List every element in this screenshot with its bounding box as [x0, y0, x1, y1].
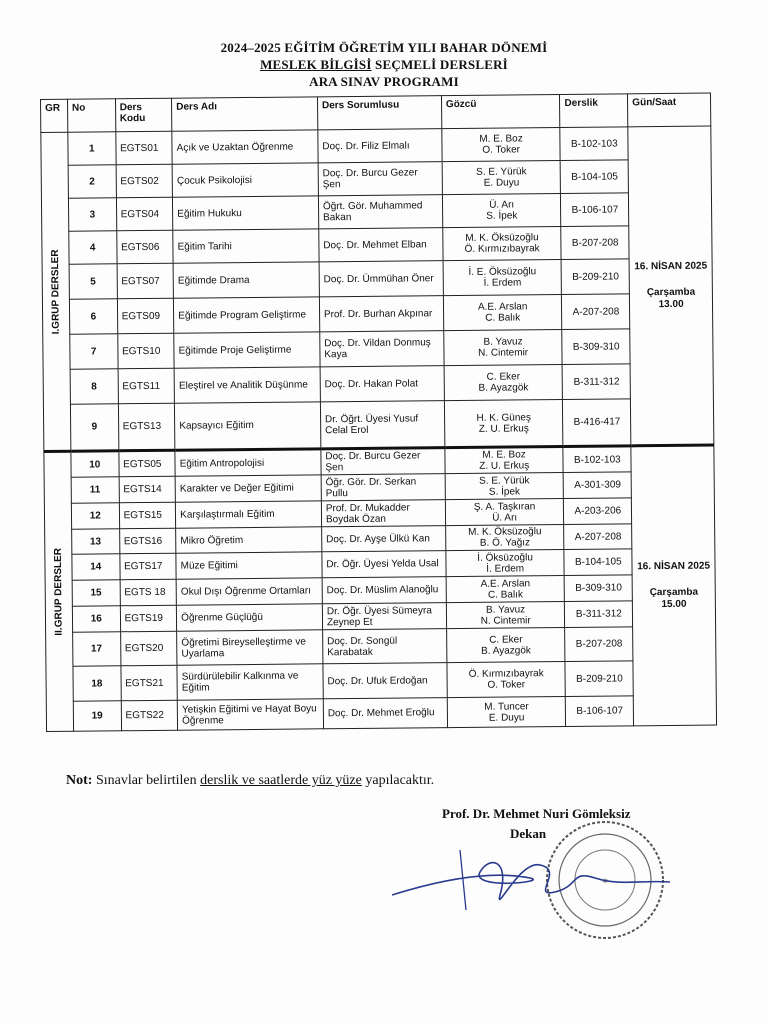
proctor-2: İ. Erdem — [486, 562, 525, 575]
cell-code: EGTS04 — [116, 197, 173, 231]
cell-no: 7 — [70, 334, 118, 369]
cell-no: 4 — [69, 231, 117, 264]
proctor-1: B. Yavuz — [483, 336, 523, 348]
note-text-after: yapılacaktır. — [361, 773, 435, 788]
cell-course-name: Eğitim Antropolojisi — [175, 449, 321, 476]
cell-proctor — [445, 472, 564, 499]
exam-date: 16. NİSAN 2025 — [634, 260, 708, 272]
proctor-2: B. Ayazgök — [478, 382, 529, 394]
cell-course-name: Mikro Öğretim — [176, 527, 322, 553]
cell-proctor — [447, 661, 566, 697]
cell-code: EGTS20 — [120, 631, 177, 666]
cell-room: B-207-208 — [565, 627, 633, 662]
note-underlined: derslik ve saatlerde yüz yüze — [200, 773, 362, 788]
cell-proctor — [446, 549, 565, 576]
cell-no: 1 — [68, 132, 116, 165]
cell-proctor — [443, 294, 562, 330]
cell-room: A-301-309 — [564, 472, 632, 499]
proctor-2: S. İpek — [488, 485, 521, 498]
note-label: Not: — [66, 773, 93, 788]
col-day: Gün/Saat — [628, 93, 711, 127]
cell-instructor: Doç. Dr. Ümmühan Öner — [319, 261, 443, 297]
cell-proctor — [442, 128, 561, 162]
cell-proctor — [446, 627, 565, 662]
cell-instructor: Doç. Dr. Burcu Gezer Şen — [321, 448, 445, 475]
col-proctor: Gözcü — [441, 95, 560, 129]
table-row — [43, 398, 713, 451]
cell-room: B-207-208 — [561, 226, 629, 260]
cell-proctor — [445, 524, 564, 550]
proctor-2: Ö. Kırmızıbayrak — [464, 243, 540, 255]
cell-room: B-309-310 — [562, 329, 630, 365]
proctor-2: Z. U. Erkuş — [479, 460, 530, 472]
cell-instructor: Öğr. Gör. Dr. Serkan Pullu — [321, 474, 445, 501]
cell-day-time — [631, 445, 716, 726]
cell-instructor: Dr. Öğrt. Üyesi Yusuf Celal Erol — [320, 401, 444, 449]
signer-name: Prof. Dr. Mehmet Nuri Gömleksiz — [442, 806, 631, 821]
handwritten-signature — [392, 863, 670, 900]
cell-proctor — [447, 696, 566, 727]
cell-instructor: Prof. Dr. Burhan Akpınar — [319, 296, 443, 332]
cell-room: A-207-208 — [562, 294, 630, 330]
cell-code: EGTS16 — [119, 528, 176, 554]
cell-code: EGTS14 — [119, 476, 176, 503]
cell-code: EGTS21 — [121, 665, 178, 701]
cell-course-name: Kapsayıcı Eğitim — [175, 402, 321, 450]
cell-code: EGTS07 — [117, 263, 174, 299]
cell-course-name: Açık ve Uzaktan Öğrenme — [172, 130, 318, 164]
cell-code: EGTS06 — [116, 230, 173, 264]
cell-room: B-311-312 — [563, 364, 631, 400]
group-label: I.GRUP DERSLER — [49, 248, 62, 334]
col-no: No — [67, 99, 115, 132]
cell-code: EGTS09 — [117, 298, 174, 334]
cell-instructor: Doç. Dr. Mehmet Eroğlu — [323, 698, 447, 729]
cell-proctor — [444, 399, 563, 447]
cell-proctor — [446, 575, 565, 602]
proctor-1: Ö. Kırmızıbayrak — [468, 668, 544, 680]
cell-proctor — [442, 194, 561, 228]
cell-instructor: Doç. Dr. Hakan Polat — [320, 366, 444, 402]
proctor-1: İ. E. Öksüzoğlu — [468, 266, 537, 278]
cell-instructor: Doç. Dr. Mehmet Elban — [319, 228, 443, 262]
col-room: Derslik — [560, 94, 628, 128]
cell-code: EGTS17 — [119, 553, 176, 580]
cell-code: EGTS13 — [118, 403, 175, 451]
cell-proctor — [444, 364, 563, 400]
cell-no: 14 — [72, 554, 120, 580]
proctor-1: İ. Öksüzoğlu — [477, 551, 533, 564]
header-line-1: 2024–2025 EĞİTİM ÖĞRETİM YILI BAHAR DÖNEMİ — [220, 40, 548, 55]
exam-date: 16. NİSAN 2025 — [637, 560, 711, 573]
proctor-2: C. Balık — [485, 312, 521, 324]
cell-course-name: Eğitimde Proje Geliştirme — [174, 332, 320, 368]
cell-instructor: Dr. Öğr. Üyesi Sümeyra Zeynep Et — [322, 603, 446, 630]
cell-code: EGTS11 — [118, 368, 175, 404]
proctor-1: C. Eker — [486, 371, 521, 383]
proctor-1: M. E. Boz — [479, 133, 523, 145]
cell-course-name: Sürdürülebilir Kalkınma ve Eğitim — [177, 664, 323, 700]
proctor-1: M. Tuncer — [484, 700, 529, 713]
exam-schedule-table — [40, 93, 717, 732]
cell-course-name: Öğrenme Güçlüğü — [177, 604, 323, 631]
group-label: II.GRUP DERSLER — [52, 547, 65, 636]
proctor-1: Ş. A. Taşkıran — [473, 500, 536, 513]
cell-instructor: Doç. Dr. Müslim Alanoğlu — [322, 577, 446, 604]
cell-course-name: Eğitimde Drama — [173, 262, 319, 298]
cell-day-time — [628, 126, 714, 446]
cell-no: 19 — [73, 701, 121, 731]
proctor-1: M. E. Boz — [482, 449, 526, 461]
proctor-1: C. Eker — [489, 633, 523, 646]
cell-no: 9 — [70, 404, 118, 451]
exam-time: 15.00 — [661, 598, 687, 611]
group-label-cell — [41, 132, 71, 451]
header-underlined: MESLEK BİLGİSİ — [260, 57, 372, 72]
proctor-1: M. K. Öksüzoğlu — [468, 526, 542, 538]
proctor-2: Z. U. Erkuş — [478, 422, 529, 435]
proctor-2: E. Duyu — [488, 711, 525, 724]
cell-course-name: Okul Dışı Öğrenme Ortamları — [176, 578, 322, 605]
signature-and-stamp — [380, 820, 700, 950]
cell-course-name: Müze Eğitimi — [176, 552, 322, 579]
proctor-2: İ. Erdem — [483, 277, 522, 289]
exam-time: 13.00 — [658, 298, 684, 310]
proctor-2: N. Cintemir — [480, 614, 531, 627]
cell-room: B-416-417 — [563, 399, 631, 447]
proctor-2: O. Toker — [487, 679, 526, 691]
cell-room: A-207-208 — [564, 524, 632, 550]
proctor-2: O. Toker — [482, 144, 521, 156]
cell-proctor — [442, 161, 561, 195]
cell-instructor: Dr. Öğr. Üyesi Yelda Usal — [322, 551, 446, 578]
cell-no: 2 — [68, 165, 116, 198]
proctor-1: B. Yavuz — [485, 603, 526, 616]
cell-instructor: Doç. Dr. Songül Karabatak — [322, 629, 446, 664]
cell-room: A-203-206 — [564, 498, 632, 525]
cell-course-name: Karakter ve Değer Eğitimi — [175, 475, 321, 502]
exam-day: Çarşamba — [649, 586, 699, 599]
cell-proctor — [444, 329, 563, 365]
cell-proctor — [445, 498, 564, 525]
cell-proctor — [445, 446, 564, 473]
col-name: Ders Adı — [172, 97, 318, 131]
proctor-2: B. Ö. Yağız — [479, 537, 531, 549]
cell-code: EGTS10 — [117, 333, 174, 369]
cell-room: B-102-103 — [560, 127, 628, 161]
cell-no: 8 — [70, 369, 118, 404]
cell-room: B-209-210 — [562, 259, 630, 295]
proctor-1: M. K. Öksüzoğlu — [465, 232, 539, 244]
note — [66, 773, 434, 789]
cell-proctor — [443, 227, 562, 261]
cell-no: 12 — [71, 503, 119, 529]
cell-room: B-104-105 — [561, 160, 629, 194]
cell-no: 6 — [69, 299, 117, 334]
proctor-1: A.E. Arslan — [480, 577, 531, 590]
cell-room: B-106-107 — [566, 696, 634, 727]
cell-proctor — [446, 601, 565, 628]
signer-title: Dekan — [510, 826, 547, 841]
cell-code: EGTS22 — [121, 700, 178, 731]
svg-text:✶: ✶ — [601, 876, 609, 886]
proctor-2: B. Ayazgök — [480, 644, 531, 657]
cell-instructor: Doç. Dr. Filiz Elmalı — [318, 129, 442, 163]
proctor-1: H. K. Güneş — [476, 411, 532, 424]
proctor-2: N. Cintemir — [478, 347, 529, 359]
proctor-1: S. E. Yürük — [476, 166, 527, 178]
table-row — [46, 695, 716, 731]
proctor-1: A.E. Arslan — [477, 301, 528, 313]
col-resp: Ders Sorumlusu — [317, 96, 441, 130]
cell-no: 13 — [71, 529, 119, 554]
cell-course-name: Çocuk Psikolojisi — [172, 163, 318, 197]
cell-no: 16 — [72, 606, 120, 632]
cell-course-name: Yetişkin Eğitimi ve Hayat Boyu Öğrenme — [177, 699, 323, 730]
header-line-3: ARA SINAV PROGRAMI — [309, 74, 459, 89]
cell-code: EGTS 18 — [120, 579, 177, 606]
cell-room: B-311-312 — [565, 601, 633, 628]
col-gr: GR — [41, 99, 68, 132]
proctor-1: Ü. Arı — [489, 199, 515, 211]
proctor-2: S. İpek — [486, 210, 518, 222]
proctor-1: S. E. Yürük — [479, 474, 530, 487]
cell-course-name: Eleştirel ve Analitik Düşünme — [174, 367, 320, 403]
header-line-2-rest: SEÇMELİ DERSLERİ — [371, 57, 508, 72]
cell-proctor — [443, 260, 562, 296]
cell-room: B-309-310 — [565, 575, 633, 602]
cell-no: 3 — [68, 198, 116, 231]
proctor-2: Ü. Arı — [492, 511, 518, 524]
exam-day: Çarşamba — [646, 286, 696, 298]
cell-course-name: Eğitim Tarihi — [173, 229, 319, 263]
proctor-2: E. Duyu — [483, 177, 520, 189]
group-label-cell — [44, 451, 74, 731]
cell-no: 17 — [72, 632, 120, 666]
header-line-2 — [0, 57, 768, 73]
cell-code: EGTS19 — [120, 605, 177, 632]
cell-no: 18 — [73, 666, 121, 701]
cell-room: B-106-107 — [561, 193, 629, 227]
cell-code: EGTS15 — [119, 502, 176, 529]
cell-no: 5 — [69, 264, 117, 299]
cell-code: EGTS02 — [116, 164, 173, 198]
cell-course-name: Öğretimi Bireyselleştirme ve Uyarlama — [177, 630, 323, 665]
cell-room: B-209-210 — [565, 661, 633, 697]
cell-code: EGTS05 — [118, 450, 175, 477]
cell-code: EGTS01 — [115, 131, 172, 165]
cell-course-name: Eğitim Hukuku — [173, 196, 319, 230]
cell-instructor: Doç. Dr. Vildan Donmuş Kaya — [320, 331, 444, 367]
cell-no: 11 — [71, 477, 119, 503]
cell-room: B-102-103 — [563, 446, 631, 473]
cell-course-name: Karşılaştırmalı Eğitim — [176, 501, 322, 528]
cell-instructor: Doç. Dr. Ufuk Erdoğan — [323, 663, 447, 699]
cell-instructor: Öğrt. Gör. Muhammed Bakan — [318, 195, 442, 229]
cell-instructor: Prof. Dr. Mukadder Boydak Özan — [321, 500, 445, 527]
note-text-before: Sınavlar belirtilen — [92, 773, 201, 788]
cell-room: B-104-105 — [564, 549, 632, 576]
cell-instructor: Doç. Dr. Burcu Gezer Şen — [318, 162, 442, 196]
cell-no: 10 — [71, 451, 119, 477]
col-code: Ders Kodu — [115, 98, 172, 132]
cell-course-name: Eğitimde Program Geliştirme — [174, 297, 320, 333]
cell-instructor: Doç. Dr. Ayşe Ülkü Kan — [322, 526, 446, 552]
cell-no: 15 — [72, 580, 120, 606]
proctor-2: C. Balık — [487, 588, 523, 601]
